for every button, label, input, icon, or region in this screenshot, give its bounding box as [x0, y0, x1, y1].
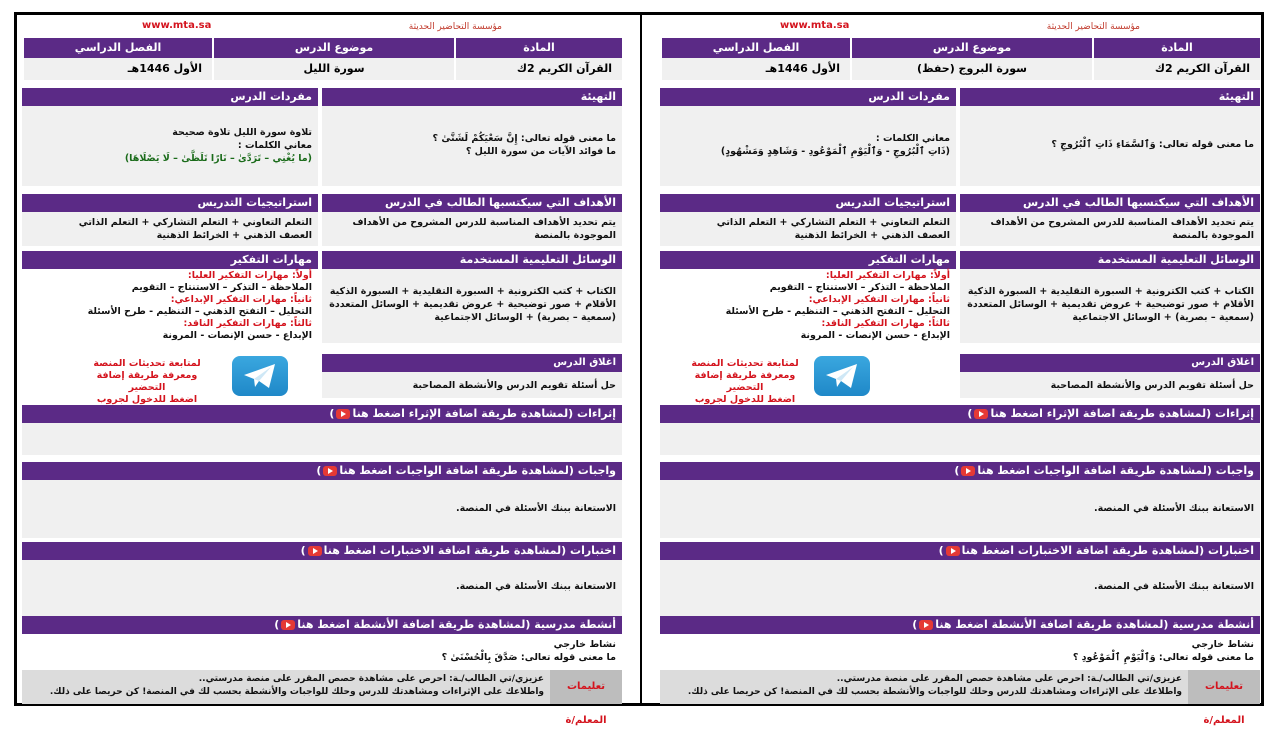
activities-title[interactable]: أنشطة مدرسية (لمشاهدة طريقة اضافة الأنشطة اضغط هنا): [660, 616, 1260, 634]
activity-line: نشاط خارجي: [553, 639, 616, 650]
enrich-title[interactable]: إثراءات (لمشاهدة طريقة اضافة الإثراء اضغط هنا): [22, 405, 622, 423]
homework-text: الاستعانة ببنك الأسئلة في المنصة.: [660, 480, 1260, 538]
closing-title: اغلاق الدرس: [322, 354, 622, 372]
youtube-icon[interactable]: [323, 466, 337, 476]
telegram-icon[interactable]: [232, 356, 288, 396]
strategies-title: استراتيجيات التدريس: [660, 194, 956, 212]
thinking-heading: ثالثاً: مهارات التفكير الناقد:: [821, 318, 950, 329]
notes-label: تعليمات المعلم/ة: [550, 670, 622, 704]
topic-value: سورة الليل: [212, 58, 454, 80]
activities-section: [660, 616, 1260, 670]
warmup-section: [960, 88, 1260, 186]
homework-section: [22, 462, 622, 538]
closing-section: [322, 354, 622, 398]
notes-line: عزيزي/تي الطالب/ـة: احرص على مشاهدة حصص المقرر على منصة مدرستي..: [198, 674, 544, 684]
goals-text: يتم تحديد الأهداف المناسبة للدرس المشروح من الأهداف الموجودة بالمنصة: [322, 212, 622, 246]
vocab-title: مفردات الدرس: [660, 88, 956, 106]
goals-title: الأهداف التي سيكتسبها الطالب في الدرس: [322, 194, 622, 212]
term-value: الأول 1446هـ: [22, 58, 212, 80]
thinking-section: [22, 251, 318, 343]
tools-line: (سمعية – بصرية) + الوسائل الاجتماعية: [1072, 312, 1254, 323]
tools-section: [960, 251, 1260, 343]
tools-line: الكتاب + كتب الكترونية + السبورة التقليدية + السبورة الذكية: [329, 286, 616, 297]
thinking-title: مهارات التفكير: [660, 251, 956, 269]
thinking-heading: أولاً: مهارات التفكير العليا:: [187, 270, 312, 281]
warmup-text: ما معنى قوله تعالى: وَٱلسَّمَاءِ ذَاتِ ٱلْبُرُوجِ ؟: [1051, 139, 1254, 150]
activity-line: ما معنى قوله تعالى: صَدَّقَ بِالْحُسْنَىٰ ؟: [441, 652, 616, 663]
warmup-line: ما فوائد الآيات من سورة الليل ؟: [465, 146, 616, 157]
goals-section: [960, 194, 1260, 246]
tools-title: الوسائل التعليمية المستخدمة: [960, 251, 1260, 269]
strategies-line: التعلم التعاوني + التعلم التشاركي + التعلم الذاتي: [716, 217, 950, 228]
thinking-line: التحليل – التفتح الذهني – التنظيم - طرح الأسئلة: [725, 306, 950, 317]
telegram-promo[interactable]: لمتابعة تحديثات المنصة ومعرفة طريقة إضافة التحضير اضغط للدخول لجروب: [691, 358, 799, 405]
thinking-line: الإبداع - حسن الإنصات - المرونة: [800, 330, 950, 341]
topic-label: موضوع الدرس: [850, 38, 1092, 58]
lesson-meta: [22, 38, 622, 80]
tools-section: [322, 251, 622, 343]
notes-line: عزيزي/تي الطالب/ـة: احرص على مشاهدة حصص المقرر على منصة مدرستي..: [836, 674, 1182, 684]
vocab-title: مفردات الدرس: [22, 88, 318, 106]
tools-line: الكتاب + كتب الكترونية + السبورة التقليدية + السبورة الذكية: [967, 286, 1254, 297]
activity-line: نشاط خارجي: [1191, 639, 1254, 650]
site-link[interactable]: www.mta.sa: [780, 20, 850, 31]
topic-value: سورة البروج (حفظ): [850, 58, 1092, 80]
homework-title[interactable]: واجبات (لمشاهدة طريقة اضافة الواجبات اضغط هنا): [660, 462, 1260, 480]
homework-section: [660, 462, 1260, 538]
strategies-line: العصف الذهني + الخرائط الذهنية: [794, 230, 950, 241]
subject-cell: [454, 38, 622, 80]
vocab-section: [660, 88, 956, 186]
thinking-heading: أولاً: مهارات التفكير العليا:: [825, 270, 950, 281]
tests-text: الاستعانة ببنك الأسئلة في المنصة.: [660, 560, 1260, 616]
warmup-section: [322, 88, 622, 186]
telegram-promo[interactable]: لمتابعة تحديثات المنصة ومعرفة طريقة إضافة التحضير اضغط للدخول لجروب: [93, 358, 201, 405]
enrich-body: [660, 423, 1260, 455]
strategies-section: [660, 194, 956, 246]
subject-value: القرآن الكريم 2ك: [454, 58, 622, 80]
org-name: مؤسسة التحاضير الحديثة: [408, 22, 502, 32]
youtube-icon[interactable]: [919, 620, 933, 630]
tests-title[interactable]: اختبارات (لمشاهدة طريقة اضافة الاختبارات اضغط هنا): [660, 542, 1260, 560]
thinking-line: الإبداع - حسن الإنصات - المرونة: [162, 330, 312, 341]
tools-line: (سمعية – بصرية) + الوسائل الاجتماعية: [434, 312, 616, 323]
youtube-icon[interactable]: [336, 409, 350, 419]
site-link[interactable]: www.mta.sa: [142, 20, 212, 31]
goals-section: [322, 194, 622, 246]
tests-text: الاستعانة ببنك الأسئلة في المنصة.: [22, 560, 622, 616]
vocab-line: (ما يُغْنِي – تَرَدَّىٰ – نَارًا تَلَظَّىٰ – لَا يَصْلَاهَا): [124, 153, 312, 164]
topic-label: موضوع الدرس: [212, 38, 454, 58]
activities-title[interactable]: أنشطة مدرسية (لمشاهدة طريقة اضافة الأنشطة اضغط هنا): [22, 616, 622, 634]
strategies-line: التعلم التعاوني + التعلم التشاركي + التعلم الذاتي: [78, 217, 312, 228]
vocab-line: معاني الكلمات :: [237, 140, 312, 151]
thinking-heading: ثانياً: مهارات التفكير الإبداعي:: [170, 294, 312, 305]
thinking-heading: ثالثاً: مهارات التفكير الناقد:: [183, 318, 312, 329]
notes-line: واطلاعك على الإثراءات ومشاهدتك للدرس وحلك للواجبات والأنشطة بحسب لك في المنصة! كن حريصا على ذلك.: [687, 687, 1182, 697]
goals-title: الأهداف التي سيكتسبها الطالب في الدرس: [960, 194, 1260, 212]
thinking-line: الملاحظة – التذكر – الاستنتاج – التقويم: [131, 282, 312, 293]
page-header: [660, 20, 1260, 36]
teacher-notes: [22, 670, 622, 726]
warmup-line: ما معنى قوله تعالى: إِنَّ سَعْيَكُمْ لَشَتَّىٰ ؟: [432, 133, 616, 144]
lesson-plan-right: [660, 20, 1260, 726]
thinking-line: الملاحظة – التذكر – الاستنتاج – التقويم: [769, 282, 950, 293]
strategies-line: العصف الذهني + الخرائط الذهنية: [156, 230, 312, 241]
teacher-notes: [660, 670, 1260, 726]
youtube-icon[interactable]: [281, 620, 295, 630]
vocab-line: معاني الكلمات :: [875, 133, 950, 144]
thinking-title: مهارات التفكير: [22, 251, 318, 269]
page-divider: [640, 14, 642, 704]
vocab-line: تلاوة سورة الليل تلاوة صحيحة: [172, 127, 312, 138]
topic-cell: [212, 38, 454, 80]
vocab-section: [22, 88, 318, 186]
term-label: الفصل الدراسي: [660, 38, 850, 58]
strategies-section: [22, 194, 318, 246]
warmup-title: التهيئة: [322, 88, 622, 106]
strategies-title: استراتيجيات التدريس: [22, 194, 318, 212]
lesson-plan-left: [22, 20, 622, 726]
activity-line: ما معنى قوله تعالى: وَٱلْيَوْمِ ٱلْمَوْعُودِ ؟: [1072, 652, 1254, 663]
closing-title: اغلاق الدرس: [960, 354, 1260, 372]
notes-line: واطلاعك على الإثراءات ومشاهدتك للدرس وحلك للواجبات والأنشطة بحسب لك في المنصة! كن حريصا على ذلك.: [49, 687, 544, 697]
telegram-icon[interactable]: [814, 356, 870, 396]
closing-text: حل أسئلة تقويم الدرس والأنشطة المصاحبة: [322, 372, 622, 398]
term-cell: [660, 38, 850, 80]
term-label: الفصل الدراسي: [22, 38, 212, 58]
activities-section: [22, 616, 622, 670]
thinking-heading: ثانياً: مهارات التفكير الإبداعي:: [808, 294, 950, 305]
youtube-icon[interactable]: [946, 546, 960, 556]
tools-line: الأقلام + صور توضيحية + عروض تقديمية + الوسائل المتعددة: [329, 299, 616, 310]
tests-title[interactable]: اختبارات (لمشاهدة طريقة اضافة الاختبارات اضغط هنا): [22, 542, 622, 560]
youtube-icon[interactable]: [961, 466, 975, 476]
homework-title[interactable]: واجبات (لمشاهدة طريقة اضافة الواجبات اضغط هنا): [22, 462, 622, 480]
youtube-icon[interactable]: [308, 546, 322, 556]
homework-text: الاستعانة ببنك الأسئلة في المنصة.: [22, 480, 622, 538]
goals-text: يتم تحديد الأهداف المناسبة للدرس المشروح من الأهداف الموجودة بالمنصة: [960, 212, 1260, 246]
topic-cell: [850, 38, 1092, 80]
enrich-section: [660, 405, 1260, 455]
org-name: مؤسسة التحاضير الحديثة: [1046, 22, 1140, 32]
enrich-body: [22, 423, 622, 455]
vocab-line: (ذَاتِ ٱلْبُرُوجِ - وَٱلْيَوْمِ ٱلْمَوْعُودِ - وَشَاهِدٍ وَمَشْهُودٍ): [720, 146, 950, 157]
enrich-section: [22, 405, 622, 455]
thinking-line: التحليل – التفتح الذهني – التنظيم - طرح الأسئلة: [87, 306, 312, 317]
enrich-title[interactable]: إثراءات (لمشاهدة طريقة اضافة الإثراء اضغط هنا): [660, 405, 1260, 423]
lesson-meta: [660, 38, 1260, 80]
tests-section: [22, 542, 622, 616]
closing-section: [960, 354, 1260, 398]
subject-cell: [1092, 38, 1260, 80]
subject-label: المادة: [1092, 38, 1260, 58]
closing-text: حل أسئلة تقويم الدرس والأنشطة المصاحبة: [960, 372, 1260, 398]
notes-label: تعليمات المعلم/ة: [1188, 670, 1260, 704]
term-cell: [22, 38, 212, 80]
tests-section: [660, 542, 1260, 616]
tools-title: الوسائل التعليمية المستخدمة: [322, 251, 622, 269]
page-header: [22, 20, 622, 36]
subject-value: القرآن الكريم 2ك: [1092, 58, 1260, 80]
youtube-icon[interactable]: [974, 409, 988, 419]
tools-line: الأقلام + صور توضيحية + عروض تقديمية + الوسائل المتعددة: [967, 299, 1254, 310]
subject-label: المادة: [454, 38, 622, 58]
term-value: الأول 1446هـ: [660, 58, 850, 80]
thinking-section: [660, 251, 956, 343]
warmup-title: التهيئة: [960, 88, 1260, 106]
